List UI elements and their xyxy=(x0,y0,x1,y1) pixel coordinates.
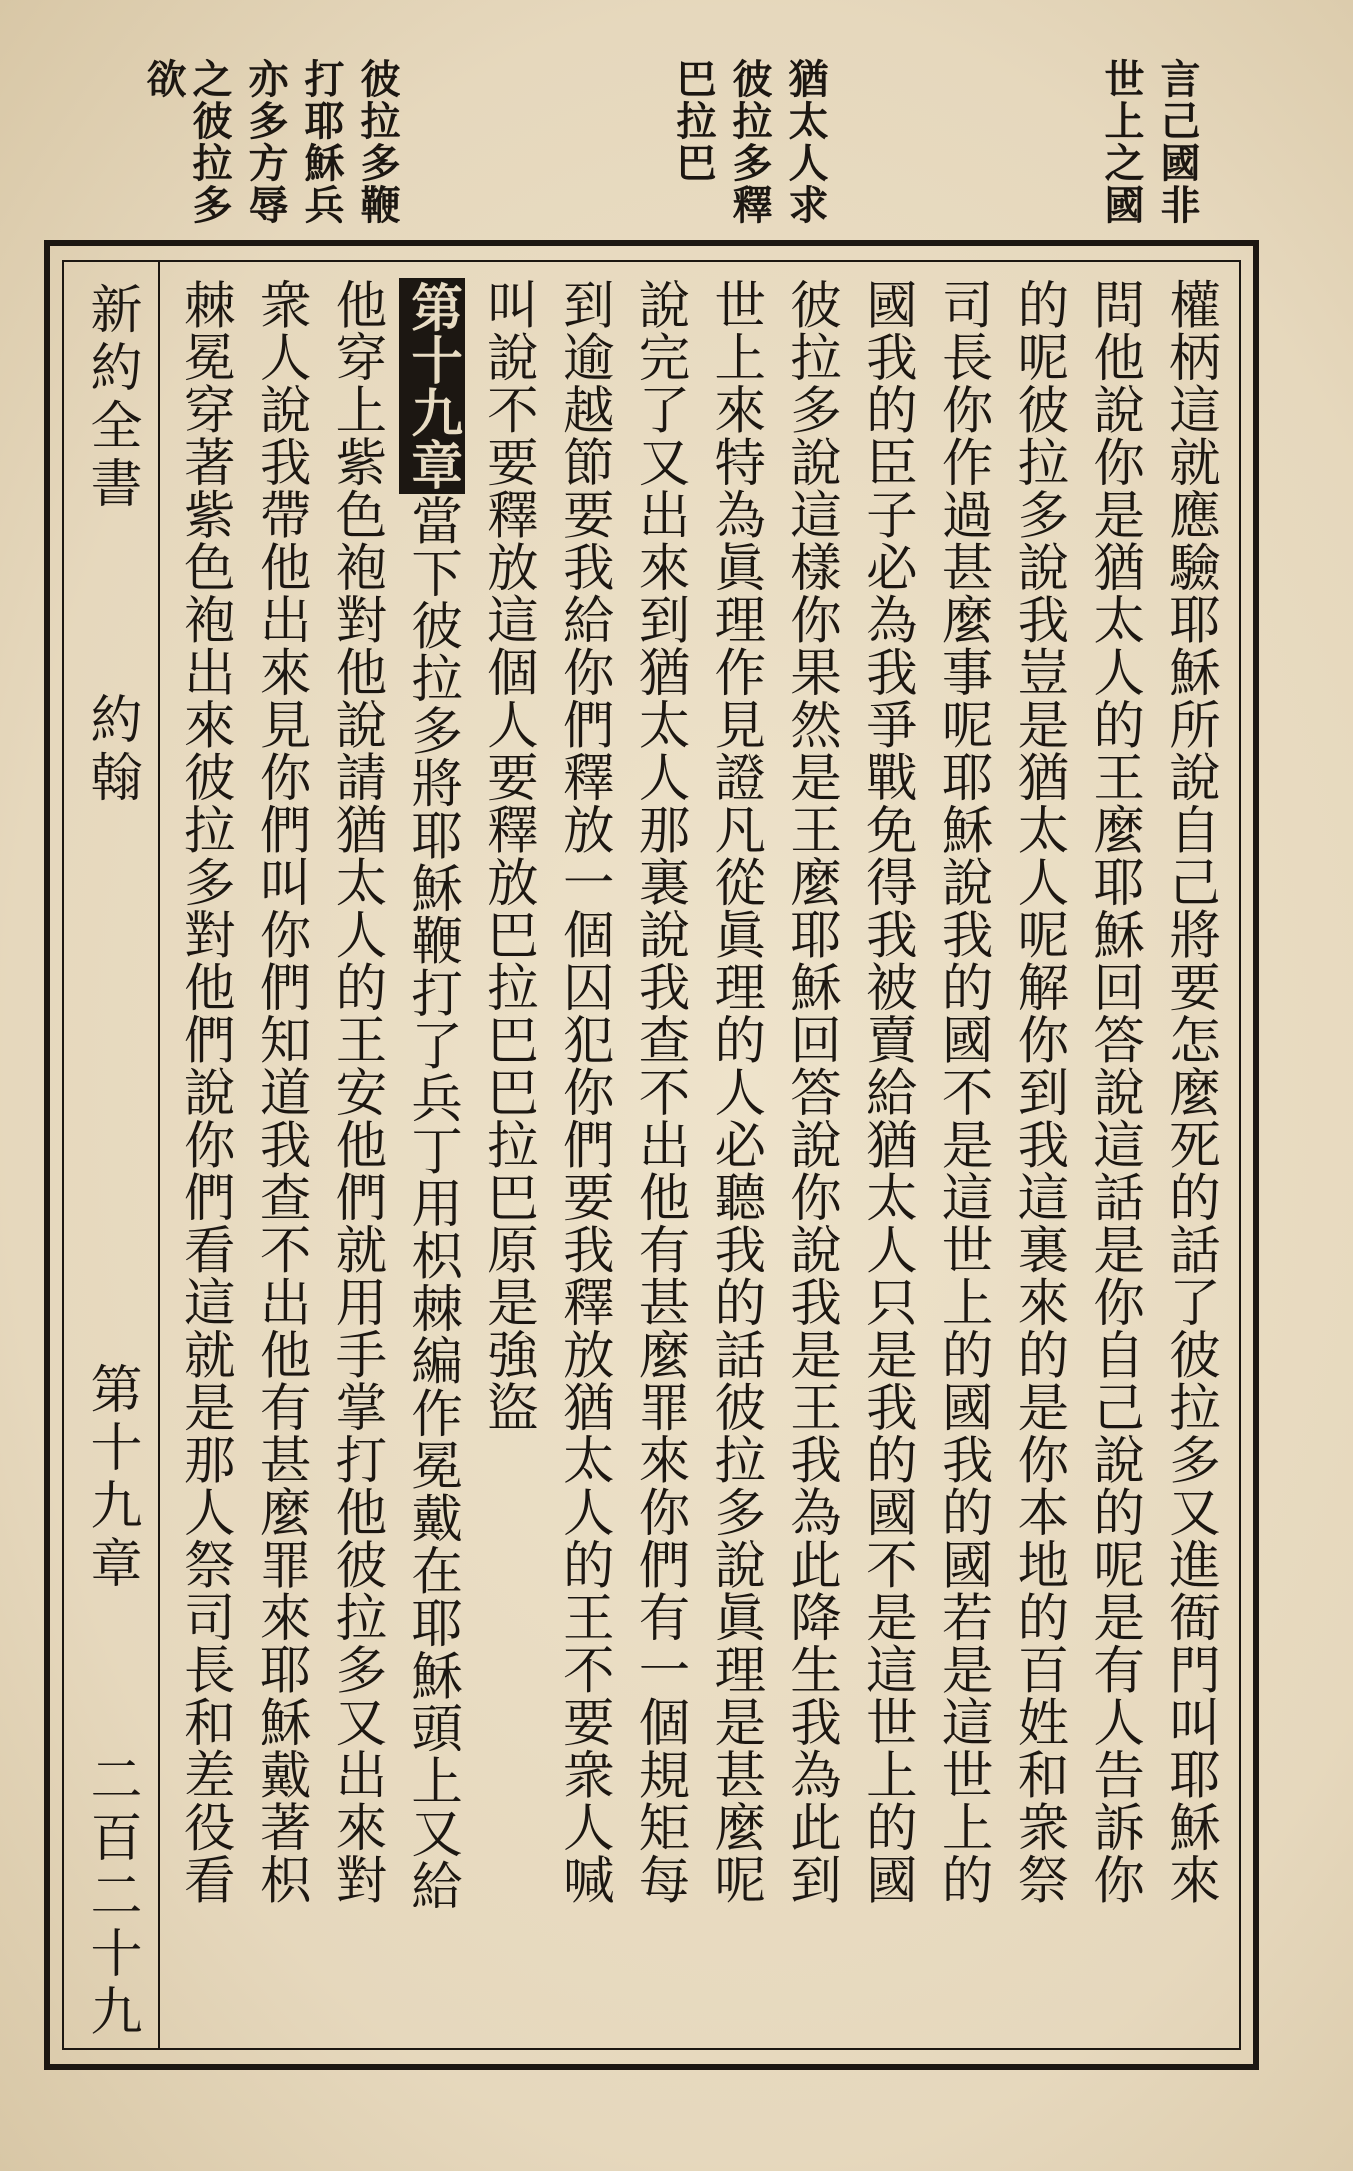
body-text xyxy=(168,278,1229,2032)
text-column-with-heading xyxy=(395,278,471,2032)
side-column xyxy=(64,262,158,2048)
text-frame-inner xyxy=(62,260,1241,2050)
text-column: 司長你作過甚麼事呢耶穌說我的國不是這世上的國我的國若是這世上的 xyxy=(932,278,993,1906)
text-column-rest: 當下彼拉多將耶穌鞭打了兵丁用枳棘編作冕戴在耶穌頭上又給 xyxy=(402,494,463,1912)
text-column: 到逾越節要我給你們釋放一個囚犯你們要我釋放猶太人的王不要衆人喊 xyxy=(553,278,614,1906)
text-column: 他穿上紫色袍對他說請猶太人的王安他們就用手掌打他彼拉多又出來對 xyxy=(326,278,387,1906)
text-column: 國我的臣子必為我爭戰免得我被賣給猶太人只是我的國不是這世上的國 xyxy=(856,278,917,1906)
margin-note-right xyxy=(1098,58,1200,248)
text-column: 叫說不要釋放這個人要釋放巴拉巴巴拉巴原是強盜 xyxy=(477,278,538,1433)
chapter-heading: 第十九章 xyxy=(399,278,465,494)
margin-notes xyxy=(140,58,1200,248)
margin-note-line: 言己國非 xyxy=(1154,58,1201,226)
margin-note-left xyxy=(140,58,400,248)
text-column: 權柄這就應驗耶穌所說自己將要怎麼死的話了彼拉多又進衙門叫耶穌來 xyxy=(1159,278,1220,1906)
text-column: 衆人說我帶他出來見你們叫你們知道我查不出他有甚麼罪來耶穌戴著枳 xyxy=(250,278,311,1906)
chapter-label: 第十九章 xyxy=(81,1362,141,1594)
text-column: 彼拉多說這樣你果然是王麼耶穌回答說你說我是王我為此降生我為此到 xyxy=(781,278,842,1906)
margin-note-line: 亦多方辱 xyxy=(242,58,289,226)
margin-note-line: 彼拉多釋 xyxy=(726,58,773,226)
book-name: 約翰 xyxy=(81,692,141,808)
book-title: 新約全書 xyxy=(81,282,141,514)
text-frame xyxy=(44,240,1259,2070)
text-column: 的呢彼拉多說我豈是猶太人呢解你到我這裏來的是你本地的百姓和衆祭 xyxy=(1008,278,1069,1906)
text-column: 世上來特為眞理作見證凡從眞理的人必聽我的話彼拉多說眞理是甚麼呢 xyxy=(705,278,766,1906)
margin-note-line: 之彼拉多欲 xyxy=(140,58,233,226)
page-number: 二百二十九 xyxy=(81,1752,141,2042)
margin-note-line: 打耶穌兵 xyxy=(298,58,345,226)
text-column: 問他說你是猶太人的王麼耶穌回答說這話是你自己說的呢是有人告訴你 xyxy=(1084,278,1145,1906)
margin-note-middle xyxy=(670,58,828,248)
margin-note-line: 彼拉多鞭 xyxy=(354,58,401,226)
side-divider xyxy=(158,262,160,2048)
text-column: 說完了又出來到猶太人那裏說我查不出他有甚麼罪來你們有一個規矩每 xyxy=(629,278,690,1906)
text-column: 棘冕穿著紫色袍出來彼拉多對他們說你們看這就是那人祭司長和差役看 xyxy=(174,278,235,1906)
margin-note-line: 猶太人求 xyxy=(782,58,829,226)
margin-note-line: 世上之國 xyxy=(1098,58,1145,226)
margin-note-line: 巴拉巴 xyxy=(670,58,717,184)
